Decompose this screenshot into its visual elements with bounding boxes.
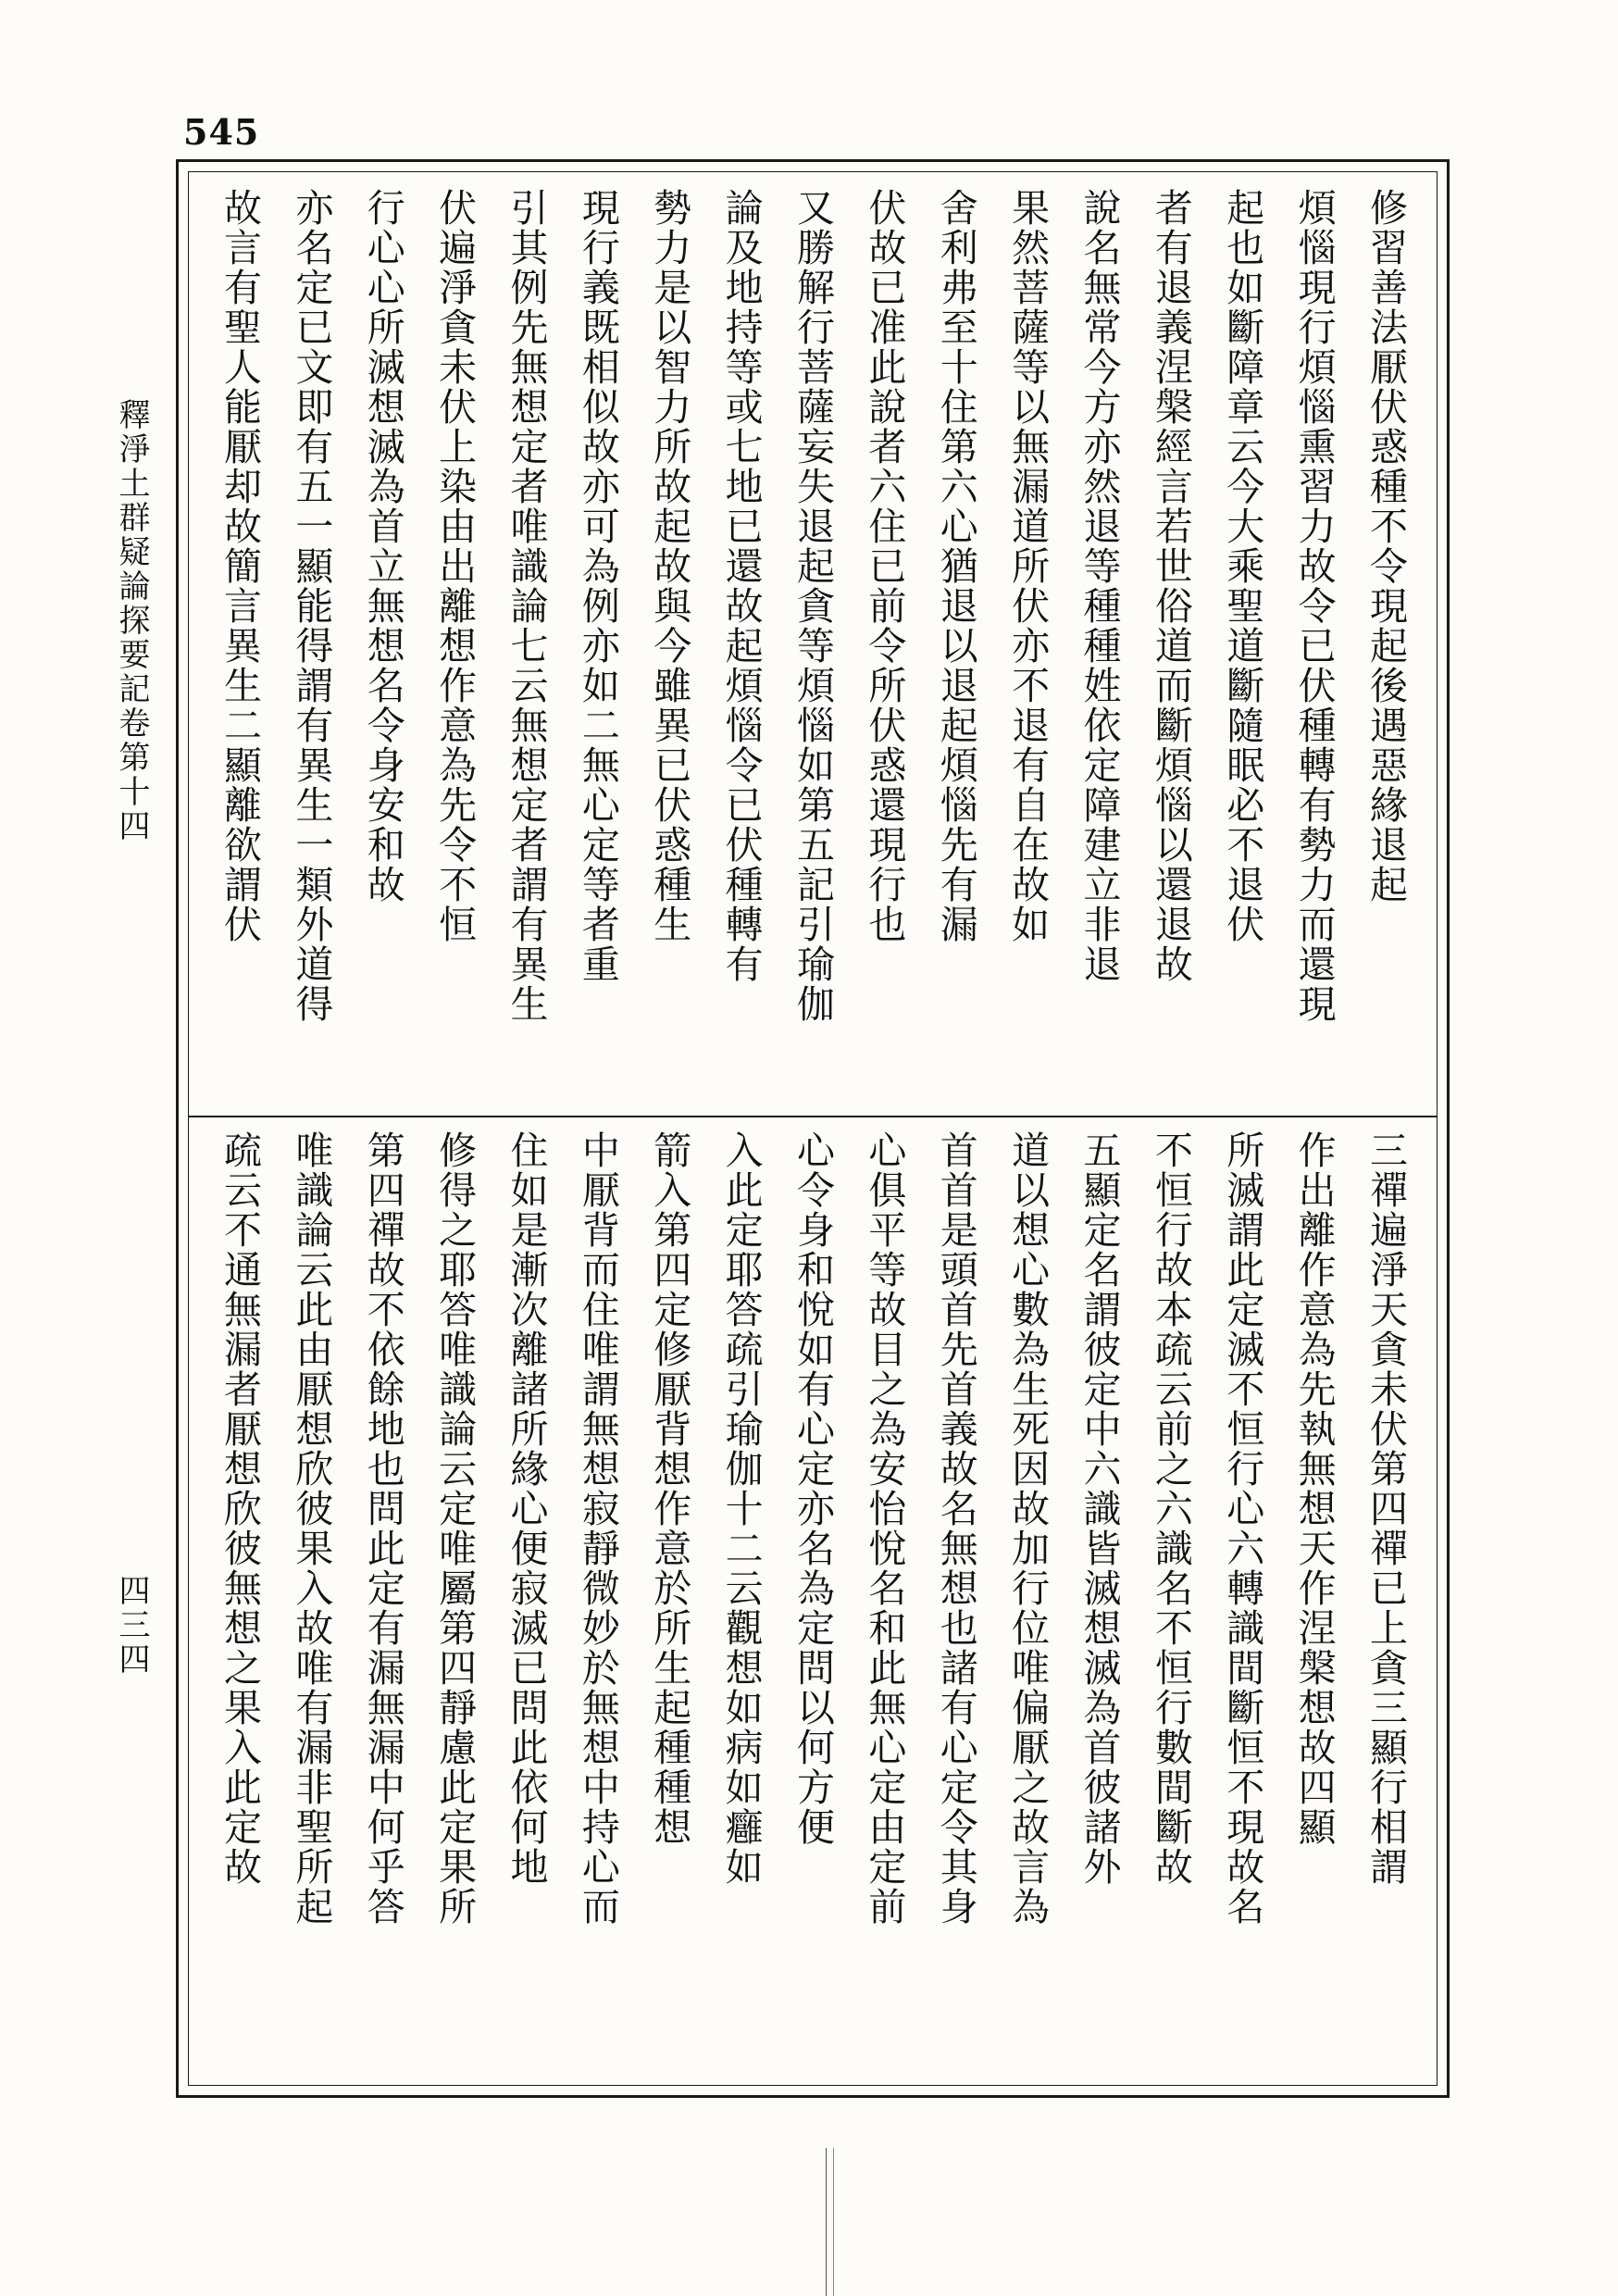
text-column: 箭入第四定修厭背想作意於所生起種種想 bbox=[647, 1130, 692, 1847]
page-number: 545 bbox=[183, 111, 260, 153]
text-column: 作出離作意為先執無想天作涅槃想故四顯 bbox=[1291, 1130, 1337, 1847]
text-column: 不恒行故本疏云前之六識名不恒行數間斷故 bbox=[1148, 1130, 1193, 1887]
text-column: 首首是頭首先首義故名無想也諸有心定令其身 bbox=[933, 1130, 978, 1927]
text-column: 疏云不通無漏者厭想欣彼無想之果入此定故 bbox=[218, 1130, 262, 1887]
text-column: 心令身和悅如有心定亦名為定問以何方便 bbox=[790, 1130, 835, 1847]
text-column: 所滅謂此定滅不恒行心六轉識間斷恒不現故名 bbox=[1220, 1130, 1265, 1927]
text-column: 果然菩薩等以無漏道所伏亦不退有自在故如 bbox=[1005, 188, 1051, 944]
text-column: 論及地持等或七地已還故起煩惱令已伏種轉有 bbox=[718, 188, 764, 984]
text-column: 煩惱現行煩惱熏習力故令已伏種轉有勢力而還現 bbox=[1291, 188, 1337, 1024]
text-column: 勢力是以智力所故起故與今雖異已伏惑種生 bbox=[647, 188, 692, 944]
text-column: 伏故已准此說者六住已前令所伏惑還現行也 bbox=[862, 188, 907, 944]
text-column: 說名無常今方亦然退等種種姓依定障建立非退 bbox=[1077, 188, 1122, 984]
text-column: 亦名定已文即有五一顯能得謂有異生一類外道得 bbox=[289, 188, 334, 1024]
lower-text-block bbox=[214, 1130, 1412, 2065]
text-column: 中厭背而住唯謂無想寂靜微妙於無想中持心而 bbox=[575, 1130, 620, 1927]
text-column: 者有退義涅槃經言若世俗道而斷煩惱以還退故 bbox=[1148, 188, 1193, 984]
text-column: 修習善法厭伏惑種不令現起後遇惡緣退起 bbox=[1363, 188, 1408, 905]
text-column: 舍利弗至十住第六心猶退以退起煩惱先有漏 bbox=[933, 188, 978, 944]
text-column: 修得之耶答唯識論云定唯屬第四靜慮此定果所 bbox=[432, 1130, 478, 1927]
text-column: 第四禪故不依餘地也問此定有漏無漏中何乎答 bbox=[360, 1130, 405, 1927]
text-column: 五顯定名謂彼定中六識皆滅想滅為首彼諸外 bbox=[1077, 1130, 1122, 1887]
text-column: 三禪遍淨天貪未伏第四禪已上貪三顯行相謂 bbox=[1363, 1130, 1408, 1887]
text-column: 道以想心數為生死因故加行位唯偏厭之故言為 bbox=[1005, 1130, 1051, 1927]
text-column: 住如是漸次離諸所緣心便寂滅已問此依何地 bbox=[504, 1130, 549, 1887]
text-column: 起也如斷障章云今大乘聖道斷隨眠必不退伏 bbox=[1220, 188, 1265, 944]
text-column: 引其例先無想定者唯識論七云無想定者謂有異生 bbox=[504, 188, 549, 1024]
text-column: 心俱平等故目之為安怡悅名和此無心定由定前 bbox=[862, 1130, 907, 1927]
binding-fold-line bbox=[833, 2148, 834, 2296]
upper-text-block bbox=[214, 188, 1412, 1103]
folio-number: 四三四 bbox=[113, 1574, 150, 1677]
text-column: 故言有聖人能厭却故簡言異生二顯離欲謂伏 bbox=[218, 188, 262, 944]
text-column: 又勝解行菩薩妄失退起貪等煩惱如第五記引瑜伽 bbox=[790, 188, 835, 1024]
section-divider bbox=[188, 1116, 1438, 1117]
text-column: 入此定耶答疏引瑜伽十二云觀想如病如癰如 bbox=[718, 1130, 764, 1887]
running-title: 釋淨土群疑論探要記卷第十四 bbox=[113, 398, 150, 843]
text-column: 現行義既相似故亦可為例亦如二無心定等者重 bbox=[575, 188, 620, 984]
text-frame bbox=[176, 159, 1450, 2098]
text-column: 行心心所滅想滅為首立無想名令身安和故 bbox=[360, 188, 405, 905]
text-column: 伏遍淨貪未伏上染由出離想作意為先令不恒 bbox=[432, 188, 478, 944]
binding-fold-line bbox=[826, 2148, 827, 2296]
text-column: 唯識論云此由厭想欣彼果入故唯有漏非聖所起 bbox=[289, 1130, 334, 1927]
